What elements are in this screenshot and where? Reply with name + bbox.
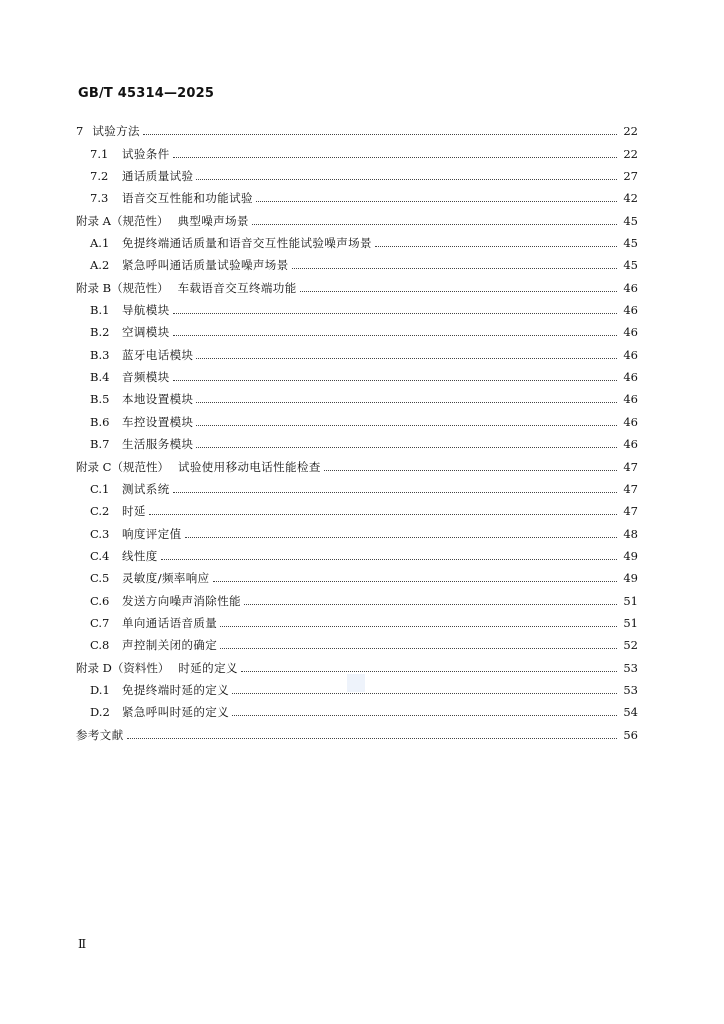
toc-entry-page: 27	[623, 169, 638, 184]
dot-leader	[196, 169, 617, 180]
dot-leader	[196, 348, 617, 359]
toc-entry-page: 53	[623, 660, 638, 675]
toc-entry[interactable]	[76, 250, 638, 272]
dot-leader	[149, 504, 617, 515]
toc-entry-title: 车载语音交互终端功能	[177, 280, 297, 295]
toc-entry[interactable]	[76, 339, 638, 361]
toc-entry[interactable]	[76, 585, 638, 607]
toc-entry-number: 附录 C（规范性）	[76, 459, 169, 474]
toc-entry[interactable]	[76, 608, 638, 630]
toc-entry-number: C.1	[90, 481, 110, 496]
toc-entry-number: D.1	[90, 682, 110, 697]
toc-entry-number: B.1	[90, 303, 110, 318]
toc-entry-page: 45	[623, 258, 638, 273]
dot-leader	[161, 549, 617, 560]
toc-entry-title: 通话质量试验	[122, 169, 194, 184]
toc-entry-title: 时延的定义	[178, 660, 238, 675]
toc-entry[interactable]	[76, 630, 638, 652]
toc-entry-number: 附录 D（资料性）	[76, 660, 170, 675]
toc-entry-title: 声控制关闭的确定	[122, 638, 218, 653]
toc-entry-page: 49	[623, 548, 638, 563]
toc-entry-page: 47	[623, 459, 638, 474]
toc-entry-number: B.5	[90, 392, 110, 407]
toc-entry-number: 7	[76, 124, 84, 139]
toc-entry[interactable]	[76, 116, 638, 138]
toc-entry-number: C.8	[90, 638, 110, 653]
toc-entry-page: 47	[623, 481, 638, 496]
toc-entry-title: 免提终端通话质量和语音交互性能试验噪声场景	[122, 236, 372, 251]
toc-entry[interactable]	[76, 451, 638, 473]
toc-entry-number: C.7	[90, 615, 110, 630]
dot-leader	[241, 661, 617, 672]
toc-entry[interactable]	[76, 138, 638, 160]
toc-entry-number: A.2	[90, 258, 110, 273]
toc-entry-number: D.2	[90, 705, 110, 720]
toc-entry[interactable]	[76, 697, 638, 719]
toc-entry-title: 紧急呼叫通话质量试验噪声场景	[122, 258, 289, 273]
toc-entry-title: 音频模块	[122, 370, 170, 385]
toc-entry-title: 试验方法	[92, 124, 140, 139]
toc-entry[interactable]	[76, 719, 638, 741]
toc-entry[interactable]	[76, 518, 638, 540]
dot-leader	[252, 214, 617, 225]
dot-leader	[220, 638, 617, 649]
dot-leader	[232, 705, 617, 716]
toc-entry-page: 53	[623, 682, 638, 697]
toc-entry-page: 51	[623, 615, 638, 630]
toc-entry-number: C.4	[90, 548, 110, 563]
toc-entry[interactable]	[76, 317, 638, 339]
dot-leader	[173, 303, 617, 314]
toc-entry-title: 灵敏度/频率响应	[122, 571, 210, 586]
dot-leader	[213, 571, 617, 582]
toc-entry-title: 语音交互性能和功能试验	[122, 191, 253, 206]
toc-entry[interactable]	[76, 183, 638, 205]
toc-entry[interactable]	[76, 228, 638, 250]
toc-entry[interactable]	[76, 295, 638, 317]
toc-entry[interactable]	[76, 474, 638, 496]
dot-leader	[196, 392, 617, 403]
toc-entry-title: 导航模块	[122, 303, 170, 318]
toc-entry-number: B.3	[90, 347, 110, 362]
toc-entry-number: B.4	[90, 370, 110, 385]
page-number: Ⅱ	[78, 937, 87, 951]
toc-entry-page: 46	[623, 347, 638, 362]
toc-entry-page: 46	[623, 370, 638, 385]
dot-leader	[244, 594, 617, 605]
toc-entry-page: 54	[623, 705, 638, 720]
toc-entry-title: 单向通话语音质量	[122, 615, 218, 630]
toc-entry-title: 本地设置模块	[122, 392, 194, 407]
toc-entry-page: 45	[623, 213, 638, 228]
dot-leader	[232, 683, 617, 694]
toc-entry-number: C.3	[90, 526, 110, 541]
toc-entry-title: 线性度	[122, 548, 158, 563]
toc-entry[interactable]	[76, 652, 638, 674]
dot-leader	[173, 147, 617, 158]
dot-leader	[173, 482, 617, 493]
toc-entry-page: 42	[623, 191, 638, 206]
toc-entry-page: 46	[623, 280, 638, 295]
toc-entry-title: 时延	[122, 504, 146, 519]
toc-entry-title: 空调模块	[122, 325, 170, 340]
toc-entry-page: 46	[623, 325, 638, 340]
dot-leader	[300, 281, 617, 292]
toc-entry-number: B.6	[90, 414, 110, 429]
toc-entry-title: 发送方向噪声消除性能	[122, 593, 241, 608]
toc-entry-title: 生活服务模块	[122, 437, 194, 452]
toc-entry[interactable]	[76, 563, 638, 585]
toc-entry-title: 试验使用移动电话性能检查	[177, 459, 321, 474]
toc-entry-title: 免提终端时延的定义	[122, 682, 230, 697]
toc-entry-page: 22	[623, 146, 638, 161]
toc-entry-page: 48	[623, 526, 638, 541]
toc-entry-number: B.7	[90, 437, 110, 452]
toc-entry-page: 22	[623, 124, 638, 139]
toc-entry-title: 试验条件	[122, 146, 170, 161]
toc-entry[interactable]	[76, 362, 638, 384]
toc-entry-page: 46	[623, 303, 638, 318]
document-code: GB/T 45314—2025	[78, 86, 215, 101]
toc-entry-page: 46	[623, 414, 638, 429]
toc-entry-page: 45	[623, 236, 638, 251]
toc-entry[interactable]	[76, 161, 638, 183]
toc-entry-page: 49	[623, 571, 638, 586]
toc-entry-page: 51	[623, 593, 638, 608]
toc-entry-number: 7.2	[90, 169, 109, 184]
dot-leader	[173, 325, 617, 336]
toc-entry[interactable]	[76, 406, 638, 428]
dot-leader	[292, 258, 617, 269]
toc-entry-title: 紧急呼叫时延的定义	[122, 705, 230, 720]
toc-entry-title: 车控设置模块	[122, 414, 194, 429]
toc-entry-number: 7.3	[90, 191, 109, 206]
toc-entry-number: B.2	[90, 325, 110, 340]
toc-entry[interactable]	[76, 541, 638, 563]
toc-entry[interactable]	[76, 272, 638, 294]
toc-entry-title: 典型噪声场景	[177, 213, 249, 228]
toc-entry[interactable]	[76, 384, 638, 406]
toc-entry[interactable]	[76, 429, 638, 451]
dot-leader	[256, 191, 617, 202]
toc-entry[interactable]	[76, 205, 638, 227]
toc-entry-title: 响度评定值	[122, 526, 182, 541]
dot-leader	[324, 460, 617, 471]
dot-leader	[127, 728, 617, 739]
dot-leader	[173, 370, 617, 381]
toc-entry-title: 参考文献	[76, 727, 124, 742]
toc-entry-number: C.2	[90, 504, 110, 519]
toc-entry-page: 56	[623, 727, 638, 742]
table-of-contents	[76, 116, 638, 742]
toc-entry-number: 附录 A（规范性）	[76, 213, 169, 228]
highlight-mark	[347, 674, 365, 692]
toc-entry-page: 47	[623, 504, 638, 519]
toc-entry-number: 7.1	[90, 146, 109, 161]
toc-entry-number: 附录 B（规范性）	[76, 280, 169, 295]
dot-leader	[375, 236, 617, 247]
toc-entry-page: 46	[623, 392, 638, 407]
toc-entry-number: C.5	[90, 571, 110, 586]
toc-entry[interactable]	[76, 496, 638, 518]
dot-leader	[185, 527, 618, 538]
dot-leader	[196, 415, 617, 426]
toc-entry-page: 46	[623, 437, 638, 452]
toc-entry-number: C.6	[90, 593, 110, 608]
dot-leader	[143, 124, 617, 135]
toc-entry-title: 测试系统	[122, 481, 170, 496]
toc-entry-title: 蓝牙电话模块	[122, 347, 194, 362]
toc-entry-number: A.1	[90, 236, 110, 251]
toc-entry-page: 52	[623, 638, 638, 653]
dot-leader	[220, 616, 617, 627]
dot-leader	[196, 437, 617, 448]
